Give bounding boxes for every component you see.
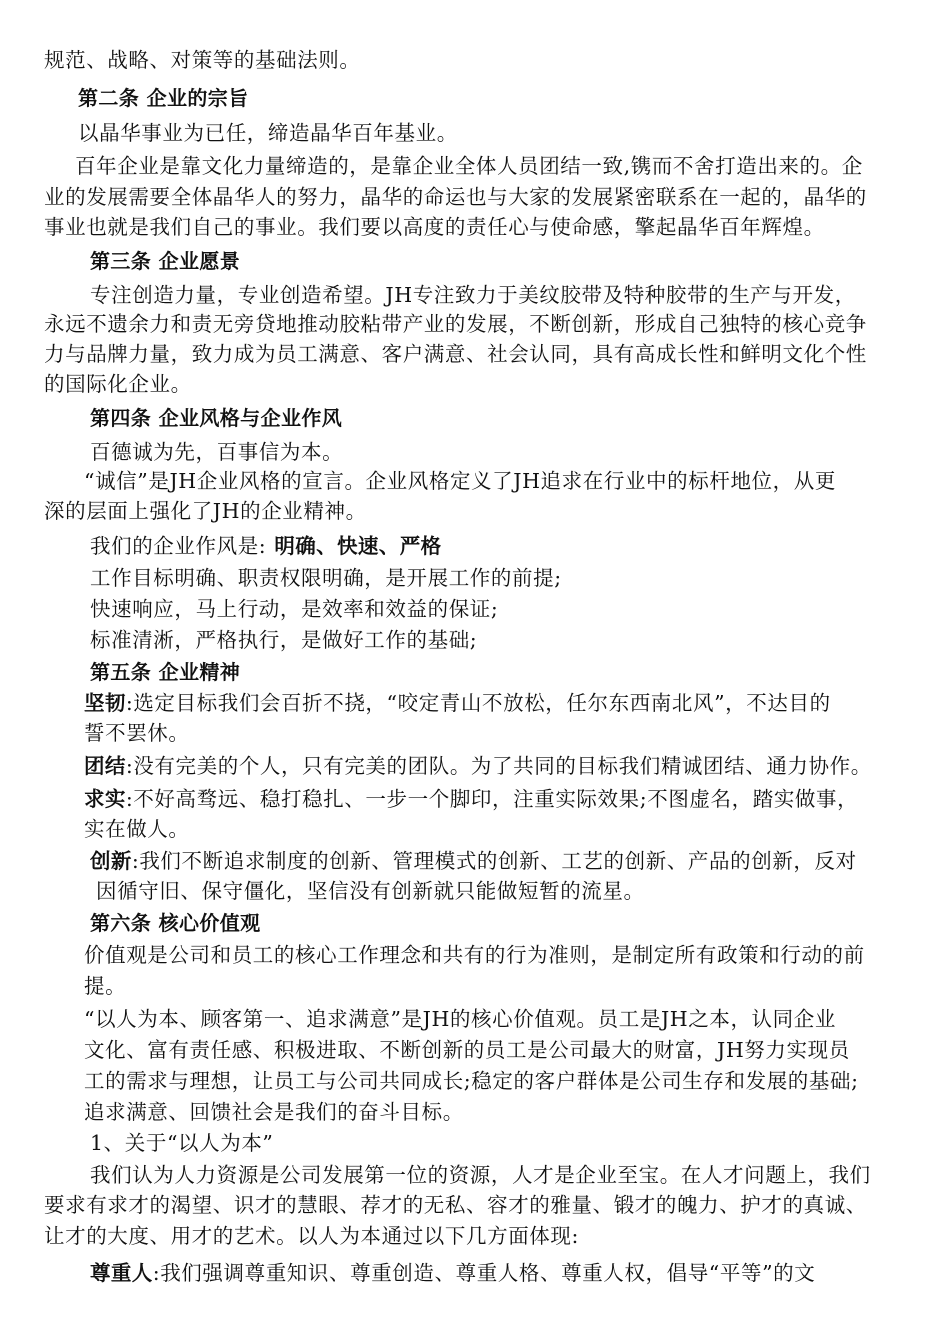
body-text: 以晶华事业为已任，缔造晶华百年基业。 bbox=[78, 121, 458, 145]
body-text: 追求满意、回馈社会是我们的奋斗目标。 bbox=[84, 1100, 464, 1124]
body-text: 标准清淅，严格执行，是做好工作的基础; bbox=[90, 628, 478, 652]
body-text: 工的需求与理想，让员工与公司共同成长;稳定的客户群体是公司生存和发展的基础; bbox=[84, 1069, 859, 1093]
body-text: 工作目标明确、职责权限明确，是开展工作的前提; bbox=[90, 566, 562, 590]
section-heading: 第四条 企业风格与企业作风 bbox=[90, 406, 343, 430]
body-text: 我们认为人力资源是公司发展第一位的资源，人才是企业至宝。在人才问题上，我们 bbox=[90, 1163, 871, 1187]
section-heading: 第二条 企业的宗旨 bbox=[78, 86, 249, 110]
body-text: 深的层面上强化了JH的企业精神。 bbox=[44, 499, 367, 523]
body-text bbox=[90, 1258, 815, 1288]
term-description: :不好高骛远、稳打稳扎、一步一个脚印，注重实际效果;不图虚名，踏实做事， bbox=[125, 787, 859, 811]
body-text: 要求有求才的渴望、识才的慧眼、荐才的无私、容才的雅量、锻才的魄力、护才的真诚、 bbox=[44, 1193, 867, 1217]
body-text: 规范、战略、对策等的基础法则。 bbox=[44, 48, 361, 72]
subsection-heading: 1、关于“以人为本” bbox=[90, 1131, 274, 1155]
section-heading: 第五条 企业精神 bbox=[90, 660, 241, 684]
term-description: :没有完美的个人，只有完美的团队。为了共同的目标我们精诚团结、通力协作。 bbox=[125, 754, 872, 778]
term-label: 创新 bbox=[90, 849, 132, 873]
body-text: 提。 bbox=[84, 974, 127, 998]
body-text: 业的发展需要全体晶华人的努力，晶华的命运也与大家的发展紧密联系在一起的，晶华的 bbox=[44, 185, 867, 209]
section-heading: 第六条 核心价值观 bbox=[90, 911, 261, 935]
body-text: 因循守旧、保守僵化，坚信没有创新就只能做短暂的流星。 bbox=[96, 879, 645, 903]
term-description: :选定目标我们会百折不挠，“咬定青山不放松，任尔东西南北风”，不达目的 bbox=[125, 691, 831, 715]
body-text bbox=[84, 784, 858, 814]
body-text: “以人为本、顾客第一、追求满意”是JH的核心价值观。员工是JH之本，认同企业 bbox=[84, 1007, 836, 1031]
term-label: 团结 bbox=[84, 754, 126, 778]
body-text: 百德诚为先，百事信为本。 bbox=[90, 440, 344, 464]
term-description: :我们强调尊重知识、尊重创造、尊重人格、尊重人权，倡导“平等”的文 bbox=[152, 1261, 816, 1285]
emphasis-text: 明确、快速、严格 bbox=[274, 534, 442, 558]
body-text: 的国际化企业。 bbox=[44, 372, 192, 396]
body-text bbox=[84, 751, 872, 781]
body-text: 实在做人。 bbox=[84, 817, 190, 841]
term-label: 尊重人 bbox=[90, 1261, 153, 1285]
term-description: :我们不断追求制度的创新、管理模式的创新、工艺的创新、产品的创新，反对 bbox=[131, 849, 857, 873]
body-text: 快速响应，马上行动，是效率和效益的保证; bbox=[90, 597, 499, 621]
body-text: 永远不遗余力和责无旁贷地推动胶粘带产业的发展，不断创新，形成自己独特的核心竞争 bbox=[44, 312, 867, 336]
body-text bbox=[90, 531, 442, 561]
body-text: 文化、富有责任感、积极进取、不断创新的员工是公司最大的财富，JH努力实现员 bbox=[84, 1038, 850, 1062]
body-text: 力与品牌力量，致力成为员工满意、客户满意、社会认同，具有高成长性和鲜明文化个性 bbox=[44, 342, 867, 366]
body-text bbox=[84, 688, 831, 718]
body-text bbox=[90, 846, 857, 876]
body-text: 专注创造力量，专业创造希望。JH专注致力于美纹胶带及特种胶带的生产与开发， bbox=[90, 283, 856, 307]
term-label: 坚韧 bbox=[84, 691, 126, 715]
body-text-lead: 我们的企业作风是: bbox=[90, 534, 267, 558]
section-heading: 第三条 企业愿景 bbox=[90, 249, 241, 273]
body-text: “诚信”是JH企业风格的宣言。企业风格定义了JH追求在行业中的标杆地位，从更 bbox=[84, 469, 836, 493]
term-label: 求实 bbox=[84, 787, 126, 811]
body-text: 誓不罢休。 bbox=[84, 721, 190, 745]
body-text: 百年企业是靠文化力量缔造的，是靠企业全体人员团结一致,镌而不舍打造出来的。企 bbox=[75, 154, 863, 178]
body-text: 价值观是公司和员工的核心工作理念和共有的行为准则，是制定所有政策和行动的前 bbox=[84, 943, 865, 967]
body-text: 事业也就是我们自己的事业。我们要以高度的责任心与使命感，擎起晶华百年辉煌。 bbox=[44, 215, 825, 239]
body-text: 让才的大度、用才的艺术。以人为本通过以下几方面体现: bbox=[44, 1224, 580, 1248]
